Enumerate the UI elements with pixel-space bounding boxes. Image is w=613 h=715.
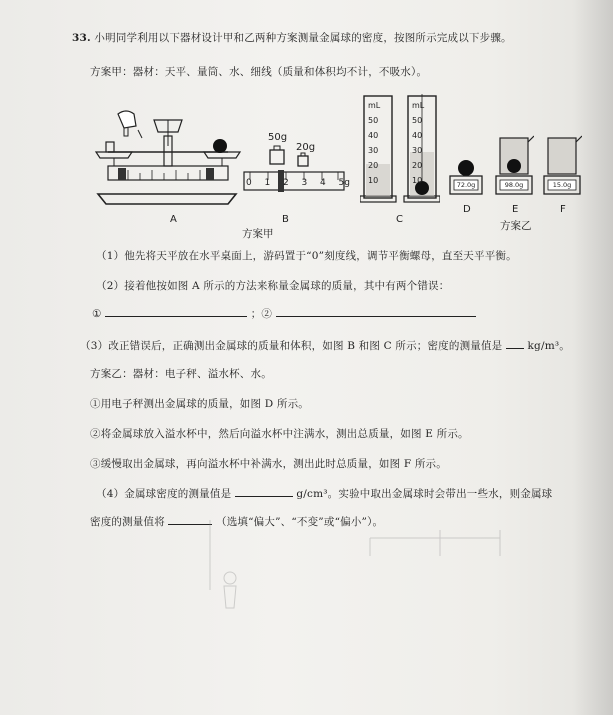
cyl2-tick-50: 50	[412, 116, 423, 125]
q4-text-3: （选填“偏大”、“不变”或“偏小”）。	[216, 516, 384, 528]
figure-e	[494, 128, 534, 196]
scale-d-reading: 72.0g	[456, 181, 476, 189]
cylinder-1-scale	[368, 98, 380, 188]
cyl1-tick-50: 50	[368, 116, 379, 125]
step-2: ②将金属球放入溢水杯中，然后向溢水杯中注满水，测出总质量，如图 E 所示。	[90, 428, 469, 440]
plan-a-intro: 方案甲：器材：天平、量筒、水、细线（质量和体积均不计，不吸水）。	[90, 66, 428, 78]
scale-f-reading: 15.0g	[552, 181, 572, 189]
cyl2-tick-30: 30	[412, 146, 423, 155]
figure-a-label: A	[170, 214, 177, 225]
q3-line	[80, 338, 570, 353]
figure-a-balance	[88, 106, 246, 210]
show-through-marks	[200, 520, 520, 620]
rider-tick-5: 5g	[338, 178, 350, 188]
question-title	[72, 30, 512, 45]
rider-tick-3: 3	[301, 178, 308, 188]
figure-c	[360, 94, 440, 204]
figure-e-label: E	[512, 204, 519, 215]
plan-b-caption: 方案乙	[500, 220, 532, 232]
rider-tick-2: 2	[283, 178, 289, 188]
figure-c-label: C	[396, 214, 403, 225]
weight-20g-label: 20g	[296, 142, 316, 153]
cyl1-tick-40: 40	[368, 131, 379, 140]
cyl2-tick-20: 20	[412, 161, 423, 170]
figure-b-label: B	[282, 214, 289, 225]
q1-text: （1）他先将天平放在水平桌面上，游码置于“0”刻度线，调节平衡螺母，直至天平平衡。	[96, 250, 517, 262]
q4-text-2: 密度的测量值将	[90, 516, 165, 528]
rider-tick-4: 4	[320, 178, 326, 188]
scale-e-reading: 98.0g	[504, 181, 524, 189]
rider-scale-ticks	[246, 178, 350, 188]
figure-f-label: F	[560, 204, 566, 215]
q4-unit: g/cm³。实验中取出金属球时会带出一些水，则金属球	[296, 488, 553, 500]
cyl1-tick-10: 10	[368, 176, 379, 185]
question-number: 33.	[72, 32, 91, 44]
q2-answer-line	[92, 306, 476, 321]
weights-svg	[242, 132, 352, 202]
q2-blank-2[interactable]	[276, 306, 476, 317]
step-1: ①用电子秤测出金属球的质量，如图 D 所示。	[90, 398, 309, 410]
plan-b-intro: 方案乙：器材：电子秤、溢水杯、水。	[90, 368, 272, 380]
plan-a-caption: 方案甲	[242, 228, 274, 240]
cyl2-tick-40: 40	[412, 131, 423, 140]
q4-text: （4）金属球密度的测量值是	[96, 488, 232, 500]
cylinder-unit-1: mL	[368, 101, 381, 110]
figure-b	[242, 132, 352, 202]
rider-tick-0: 0	[246, 178, 252, 188]
q3-blank[interactable]	[506, 338, 524, 349]
q2-blank2-label: ；②	[250, 308, 273, 320]
cyl2-tick-10: 10	[412, 176, 423, 185]
cyl1-tick-30: 30	[368, 146, 379, 155]
step-3: ③缓慢取出金属球，再向溢水杯中补满水，测出此时总质量，如图 F 所示。	[90, 458, 447, 470]
q2-blank1-label: ①	[92, 308, 102, 320]
q3-text: （3）改正错误后，正确测出金属球的质量和体积，如图 B 和图 C 所示；密度的测量值是	[80, 340, 503, 352]
q4-blank-1[interactable]	[235, 486, 293, 497]
weight-50g-label: 50g	[268, 132, 288, 143]
q4-line-1	[96, 486, 552, 501]
rider-tick-1: 1	[264, 178, 271, 188]
scale-d-svg	[448, 150, 484, 196]
figure-d-label: D	[463, 204, 471, 215]
question-title-text: 小明同学利用以下器材设计甲和乙两种方案测量金属球的密度，按图所示完成以下步骤。	[94, 32, 512, 44]
page-edge-shadow	[573, 0, 613, 715]
q2-blank-1[interactable]	[105, 306, 247, 317]
cylinder-2-scale	[412, 98, 424, 188]
q3-unit: kg/m³。	[527, 340, 570, 352]
figure-d	[448, 150, 484, 196]
cyl1-tick-20: 20	[368, 161, 379, 170]
q2-text: （2）接着他按如图 A 所示的方法来称量金属球的质量，其中有两个错误：	[96, 280, 450, 292]
cylinder-unit-2: mL	[412, 101, 425, 110]
figure-f	[542, 128, 582, 196]
